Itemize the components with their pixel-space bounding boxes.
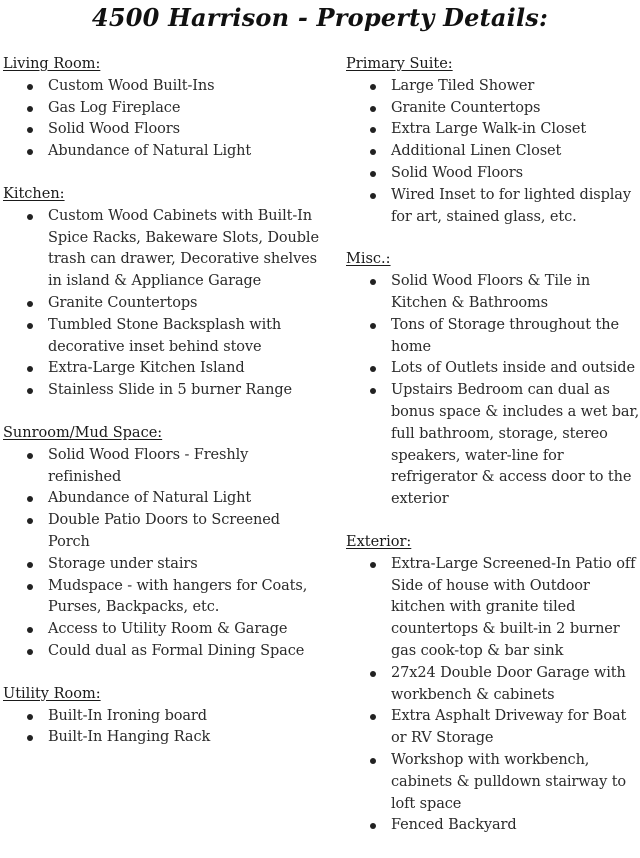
list-item [346, 163, 640, 185]
list-item [346, 119, 640, 141]
list-item-text: Storage under stairs [48, 555, 198, 572]
bullet-icon [27, 84, 33, 90]
bullet-icon [27, 366, 33, 372]
list-item [3, 706, 325, 728]
list-item-text: Extra Large Walk-in Closet [391, 121, 587, 138]
list-item-text: Double Patio Doors to Screened Porch [48, 512, 280, 550]
bullet-icon [27, 496, 33, 502]
bullet-icon [27, 453, 33, 459]
bullet-icon [370, 758, 376, 764]
list-item-text: Abundance of Natural Light [48, 143, 252, 160]
list-item-text: Wired Inset to for lighted display for art, stained glass, etc. [391, 186, 631, 225]
list-item [3, 358, 325, 380]
list-item [346, 185, 640, 229]
list-item-text: Granite Countertops [391, 99, 541, 116]
section-living-room [3, 54, 325, 163]
section-sunroom-mud-space [3, 423, 325, 663]
list-item [346, 271, 640, 315]
list-item-text: Solid Wood Floors [391, 164, 523, 181]
list-item [346, 315, 640, 359]
list-item [346, 750, 640, 815]
bullet-icon [27, 735, 33, 741]
list-item [3, 619, 325, 641]
list-item-text: Built-In Ironing board [48, 707, 207, 724]
list-item [3, 510, 325, 554]
list-item [3, 315, 325, 359]
bullet-icon [27, 584, 33, 590]
bullet-icon [370, 823, 376, 829]
list-item [3, 293, 325, 315]
bullet-icon [370, 106, 376, 112]
list-item [3, 141, 325, 163]
list-item [3, 488, 325, 510]
list-item [346, 76, 640, 98]
list-item [346, 706, 640, 750]
list-item-text: Gas Log Fireplace [48, 99, 181, 116]
left-column [3, 54, 325, 770]
bullet-icon [27, 518, 33, 524]
bullet-icon [370, 149, 376, 155]
section-heading: Kitchen: [3, 185, 65, 202]
bullet-icon [27, 323, 33, 329]
list-item [346, 141, 640, 163]
list-item-text: Access to Utility Room & Garage [48, 621, 288, 638]
section-heading: Sunroom/Mud Space: [3, 424, 163, 441]
bullet-icon [370, 279, 376, 285]
list-item [3, 206, 325, 293]
bullet-icon [27, 214, 33, 220]
list-item-text: Custom Wood Cabinets with Built-In Spice Racks, Bakeware Slots, Double trash can drawer, Decorative shelves in island & Appliance Garage [48, 207, 319, 290]
list-item [3, 380, 325, 402]
bullet-icon [27, 301, 33, 307]
list-item-text: Large Tiled Shower [391, 77, 535, 94]
bullet-icon [370, 193, 376, 199]
list-item [346, 358, 640, 380]
list-item-text: Extra Asphalt Driveway for Boat or RV Storage [391, 708, 627, 747]
bullet-icon [27, 714, 33, 720]
section-misc [346, 249, 640, 511]
list-item-text: Tumbled Stone Backsplash with decorative inset behind stove [48, 316, 282, 355]
list-item [3, 98, 325, 120]
page-title: 4500 Harrison - Property Details: [91, 3, 549, 32]
bullet-list [3, 445, 325, 663]
list-item [346, 663, 640, 707]
bullet-icon [370, 562, 376, 568]
bullet-icon [370, 84, 376, 90]
list-item-text: Extra-Large Kitchen Island [48, 360, 245, 377]
bullet-icon [370, 323, 376, 329]
list-item-text: Lots of Outlets inside and outside [391, 360, 635, 377]
bullet-list [346, 554, 640, 837]
bullet-icon [27, 627, 33, 633]
list-item-text: Extra-Large Screened-In Patio off Side of house with Outdoor kitchen with granite tiled countertops & built-in 2 burner gas cook-top & bar sink [391, 555, 636, 659]
bullet-icon [27, 149, 33, 155]
section-kitchen [3, 184, 325, 402]
bullet-icon [370, 366, 376, 372]
list-item-text: Additional Linen Closet [391, 143, 562, 160]
bullet-icon [27, 562, 33, 568]
section-heading: Living Room: [3, 56, 101, 72]
section-heading: Exterior: [346, 533, 412, 550]
list-item-text: Solid Wood Floors [48, 121, 180, 138]
bullet-icon [370, 671, 376, 677]
section-heading: Misc.: [346, 251, 391, 268]
bullet-list [3, 76, 325, 163]
list-item [3, 576, 325, 620]
section-exterior [346, 532, 640, 837]
list-item [346, 554, 640, 663]
bullet-icon [27, 127, 33, 133]
bullet-list [346, 271, 640, 511]
list-item [346, 815, 640, 837]
bullet-icon [27, 388, 33, 394]
list-item [3, 76, 325, 98]
list-item [3, 445, 325, 489]
list-item [346, 380, 640, 511]
bullet-icon [370, 171, 376, 177]
section-heading: Utility Room: [3, 685, 101, 702]
bullet-list [3, 206, 325, 402]
bullet-icon [370, 714, 376, 720]
list-item-text: Upstairs Bedroom can dual as bonus space & includes a wet bar, full bathroom, storage, stereo speakers, water-line for refrigerator & access door to the exterior [391, 382, 640, 508]
bullet-icon [27, 106, 33, 112]
right-column [346, 54, 640, 858]
list-item-text: Solid Wood Floors - Freshly refinished [48, 446, 249, 485]
section-heading: Primary Suite: [346, 56, 453, 72]
list-item [3, 727, 325, 749]
list-item-text: Custom Wood Built-Ins [48, 77, 215, 94]
list-item [3, 641, 325, 663]
list-item-text: Abundance of Natural Light [48, 490, 252, 507]
bullet-icon [370, 127, 376, 133]
list-item-text: Stainless Slide in 5 burner Range [48, 382, 293, 399]
list-item [3, 554, 325, 576]
list-item-text: Granite Countertops [48, 294, 198, 311]
bullet-list [3, 706, 325, 750]
list-item-text: Built-In Hanging Rack [48, 729, 211, 746]
list-item-text: 27x24 Double Door Garage with workbench & cabinets [391, 664, 626, 703]
list-item [3, 119, 325, 141]
bullet-icon [370, 388, 376, 394]
list-item-text: Mudspace - with hangers for Coats, Purses, Backpacks, etc. [48, 577, 308, 616]
list-item-text: Could dual as Formal Dining Space [48, 642, 305, 659]
list-item-text: Workshop with workbench, cabinets & pulldown stairway to loft space [391, 751, 627, 812]
list-item-text: Fenced Backyard [391, 817, 517, 834]
bullet-list [346, 76, 640, 229]
bullet-icon [27, 649, 33, 655]
list-item-text: Tons of Storage throughout the home [391, 316, 619, 355]
section-primary-suite [346, 54, 640, 228]
section-utility-room [3, 684, 325, 749]
list-item [346, 98, 640, 120]
list-item-text: Solid Wood Floors & Tile in Kitchen & Bathrooms [391, 273, 591, 311]
